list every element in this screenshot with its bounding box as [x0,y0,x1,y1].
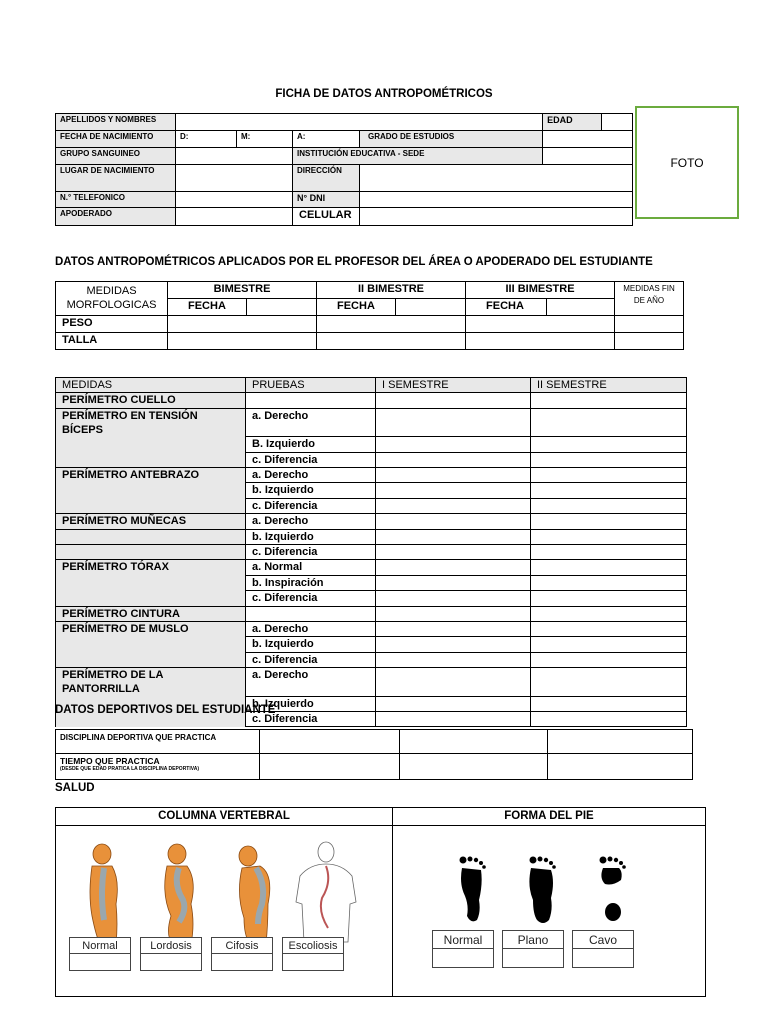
field-grado[interactable] [543,131,633,148]
label-escoliosis: Escoliosis [282,937,344,954]
foot-label-normal [432,930,494,968]
label-celular: CELULAR [293,208,360,226]
spine-label-cifosis [211,937,273,971]
medida-cell: PERÍMETRO DE LA PANTORRILLA [56,668,246,697]
check-cifosis[interactable] [211,954,273,971]
personal-data-table [55,113,633,226]
semestre-1-cell[interactable] [376,560,531,575]
fecha-field-3[interactable] [547,299,615,316]
label-normal: Normal [69,937,131,954]
figure-lordosis [165,844,194,944]
semestre-2-cell[interactable] [531,514,687,529]
prueba-cell: c. Diferencia [246,498,376,513]
table-row [56,545,687,560]
label-pie-plano: Plano [502,930,564,949]
semestre-1-cell[interactable] [376,529,531,544]
photo-label: FOTO [670,155,704,170]
field-dni[interactable] [360,192,633,208]
table-row [56,529,687,544]
field-mes[interactable]: M: [237,131,293,148]
label-tiempo-sub: (DESDE QUE EDAD PRATICA LA DISCIPLINA DEPORTIVA) [60,766,199,772]
table-row [56,452,687,467]
medida-cell [56,545,246,560]
disciplina-1[interactable] [260,730,400,754]
cell-tiempo [56,754,260,780]
semestre-1-cell[interactable] [376,606,531,621]
figure-cifosis [239,846,270,944]
table-row [56,621,687,636]
section-antropometricos-title: DATOS ANTROPOMÉTRICOS APLICADOS POR EL PROFESOR DEL ÁREA O APODERADO DEL ESTUDIANTE [55,256,653,268]
figure-escoliosis [296,842,356,942]
header-bimestre-3: III BIMESTRE [466,282,615,299]
foot-label-cavo [572,930,634,968]
tiempo-1[interactable] [260,754,400,780]
peso-b3[interactable] [466,316,615,333]
label-pie-normal: Normal [432,930,494,949]
medida-cell [56,483,246,498]
field-dia[interactable]: D: [176,131,237,148]
header-fin-de-anio: MEDIDAS FIN DE AÑO [615,282,684,316]
table-row [56,437,687,452]
semestre-1-cell[interactable] [376,621,531,636]
semestre-2-cell[interactable] [531,483,687,498]
prueba-cell: c. Diferencia [246,652,376,667]
semestre-2-cell[interactable] [531,468,687,483]
foot-labels [432,930,634,968]
prueba-cell: b. Izquierdo [246,483,376,498]
header-bimestre-1: BIMESTRE [168,282,317,299]
prueba-cell: a. Normal [246,560,376,575]
medida-cell [56,529,246,544]
foot-normal [460,857,486,922]
semestre-1-cell[interactable] [376,498,531,513]
field-lugar-nacimiento[interactable] [176,165,293,192]
label-telefono: N.° TELEFONICO [56,192,176,208]
label-pie-cavo: Cavo [572,930,634,949]
semestre-2-cell[interactable] [531,498,687,513]
field-grupo-sanguineo[interactable] [176,148,293,165]
semestre-2-cell[interactable] [531,712,687,727]
label-dni: N° DNI [293,192,360,208]
field-anio[interactable]: A: [293,131,360,148]
label-institucion: INSTITUCIÓN EDUCATIVA - SEDE [293,148,543,165]
prueba-cell [246,606,376,621]
semestre-2-cell[interactable] [531,529,687,544]
table-row [56,483,687,498]
table-row [56,575,687,590]
talla-b1[interactable] [168,333,317,350]
medida-cell [56,452,246,467]
semestre-1-cell[interactable] [376,545,531,560]
table-row [56,652,687,667]
fecha-bimestre-2: FECHA [317,299,396,316]
spine-label-normal [69,937,131,971]
section-salud-title: SALUD [55,782,95,794]
peso-b2[interactable] [317,316,466,333]
semestre-1-cell[interactable] [376,696,531,711]
label-disciplina: DISCIPLINA DEPORTIVA QUE PRACTICA [56,730,260,754]
field-edad[interactable] [602,114,633,131]
semestre-1-cell[interactable] [376,575,531,590]
foot-figures [451,856,641,926]
tiempo-3[interactable] [548,754,693,780]
field-institucion[interactable] [543,148,633,165]
label-lugar-nacimiento: LUGAR DE NACIMIENTO [56,165,176,192]
semestre-1-cell[interactable] [376,652,531,667]
fecha-field-1[interactable] [247,299,317,316]
check-normal[interactable] [69,954,131,971]
foot-plano [529,857,555,924]
section-deportivos-title: DATOS DEPORTIVOS DEL ESTUDIANTE [55,704,276,716]
header-bimestre-2: II BIMESTRE [317,282,466,299]
prueba-cell: b. Izquierdo [246,696,376,711]
semestre-1-cell[interactable] [376,668,531,697]
field-apoderado[interactable] [176,208,293,226]
header-medidas: MEDIDAS [56,378,246,393]
fecha-bimestre-3: FECHA [466,299,547,316]
photo-box[interactable] [635,106,739,219]
medida-cell: PERÍMETRO EN TENSIÓN BÍCEPS [56,408,246,437]
table-row [56,514,687,529]
medida-cell: PERÍMETRO MUÑECAS [56,514,246,529]
semestre-2-cell[interactable] [531,652,687,667]
label-edad: EDAD [543,114,602,131]
prueba-cell: b. Izquierdo [246,637,376,652]
talla-b2[interactable] [317,333,466,350]
prueba-cell: c. Diferencia [246,545,376,560]
semestre-2-cell[interactable] [531,393,687,408]
header-columna: COLUMNA VERTEBRAL [158,810,290,822]
disciplina-3[interactable] [548,730,693,754]
prueba-cell [246,393,376,408]
prueba-cell: b. Izquierdo [246,529,376,544]
semestre-2-cell[interactable] [531,696,687,711]
check-lordosis[interactable] [140,954,202,971]
header-pruebas: PRUEBAS [246,378,376,393]
medida-cell [56,637,246,652]
salud-panel [55,807,706,997]
spine-labels [69,937,344,971]
label-apoderado: APODERADO [56,208,176,226]
label-tiempo: TIEMPO QUE PRACTICA [60,756,160,766]
salud-divider [392,808,393,996]
header-pie: FORMA DEL PIE [504,810,594,822]
row-peso-label: PESO [56,316,168,333]
field-celular[interactable] [360,208,633,226]
talla-fin[interactable] [615,333,684,350]
label-grado: GRADO DE ESTUDIOS [360,131,543,148]
semestre-1-cell[interactable] [376,437,531,452]
table-row [56,668,687,697]
label-cifosis: Cifosis [211,937,273,954]
medida-cell [56,498,246,513]
label-apellidos: APELLIDOS Y NOMBRES [56,114,176,131]
semestre-2-cell[interactable] [531,560,687,575]
semestre-1-cell[interactable] [376,637,531,652]
medida-cell [56,591,246,606]
foot-label-plano [502,930,564,968]
spine-label-escoliosis [282,937,344,971]
semestre-2-cell[interactable] [531,591,687,606]
prueba-cell: B. Izquierdo [246,437,376,452]
semestre-1-cell[interactable] [376,514,531,529]
disciplina-2[interactable] [400,730,548,754]
prueba-cell: a. Derecho [246,514,376,529]
page-title: FICHA DE DATOS ANTROPOMÉTRICOS [275,88,493,100]
check-pie-cavo[interactable] [572,949,634,968]
perimetros-table [55,377,687,727]
field-apellidos[interactable] [176,114,543,131]
field-telefono[interactable] [176,192,293,208]
semestre-2-cell[interactable] [531,575,687,590]
check-pie-normal[interactable] [432,949,494,968]
semestre-2-cell[interactable] [531,545,687,560]
semestre-1-cell[interactable] [376,591,531,606]
field-direccion[interactable] [360,165,633,192]
prueba-cell: a. Derecho [246,468,376,483]
deportivos-table [55,729,693,780]
table-row [56,498,687,513]
semestre-2-cell[interactable] [531,637,687,652]
prueba-cell: c. Diferencia [246,591,376,606]
table-row [56,393,687,408]
header-medidas-morfologicas: MEDIDAS MORFOLOGICAS [56,282,168,316]
medida-cell: PERÍMETRO DE MUSLO [56,621,246,636]
medida-cell [56,652,246,667]
semestre-1-cell[interactable] [376,712,531,727]
fecha-bimestre-1: FECHA [168,299,247,316]
semestre-2-cell[interactable] [531,437,687,452]
semestre-2-cell[interactable] [531,668,687,697]
medida-cell: PERÍMETRO CUELLO [56,393,246,408]
medida-cell: PERÍMETRO CINTURA [56,606,246,621]
figure-normal [90,844,117,944]
prueba-cell: b. Inspiración [246,575,376,590]
peso-b1[interactable] [168,316,317,333]
bimestre-table [55,281,684,350]
header-semestre-2: II SEMESTRE [531,378,687,393]
salud-header-line [56,825,705,826]
check-escoliosis[interactable] [282,954,344,971]
label-lordosis: Lordosis [140,937,202,954]
medida-cell [56,437,246,452]
semestre-1-cell[interactable] [376,452,531,467]
table-row [56,408,687,437]
semestre-1-cell[interactable] [376,393,531,408]
talla-b3[interactable] [466,333,615,350]
semestre-1-cell[interactable] [376,408,531,437]
row-talla-label: TALLA [56,333,168,350]
foot-cavo [600,857,626,922]
label-direccion: DIRECCIÓN [293,165,360,192]
tiempo-2[interactable] [400,754,548,780]
semestre-2-cell[interactable] [531,621,687,636]
prueba-cell: a. Derecho [246,408,376,437]
fecha-field-2[interactable] [396,299,466,316]
semestre-1-cell[interactable] [376,468,531,483]
spine-figures [66,838,386,948]
prueba-cell: a. Derecho [246,668,376,697]
peso-fin[interactable] [615,316,684,333]
prueba-cell: a. Derecho [246,621,376,636]
label-fecha-nacimiento: FECHA DE NACIMIENTO [56,131,176,148]
medida-cell: PERÍMETRO ANTEBRAZO [56,468,246,483]
header-semestre-1: I SEMESTRE [376,378,531,393]
prueba-cell: c. Diferencia [246,452,376,467]
table-row [56,606,687,621]
table-row [56,591,687,606]
semestre-1-cell[interactable] [376,483,531,498]
table-row [56,560,687,575]
semestre-2-cell[interactable] [531,452,687,467]
medida-cell [56,575,246,590]
prueba-cell: c. Diferencia [246,712,376,727]
check-pie-plano[interactable] [502,949,564,968]
semestre-2-cell[interactable] [531,606,687,621]
label-grupo-sanguineo: GRUPO SANGUINEO [56,148,176,165]
table-row [56,468,687,483]
medida-cell: PERÍMETRO TÓRAX [56,560,246,575]
spine-label-lordosis [140,937,202,971]
semestre-2-cell[interactable] [531,408,687,437]
table-row [56,637,687,652]
